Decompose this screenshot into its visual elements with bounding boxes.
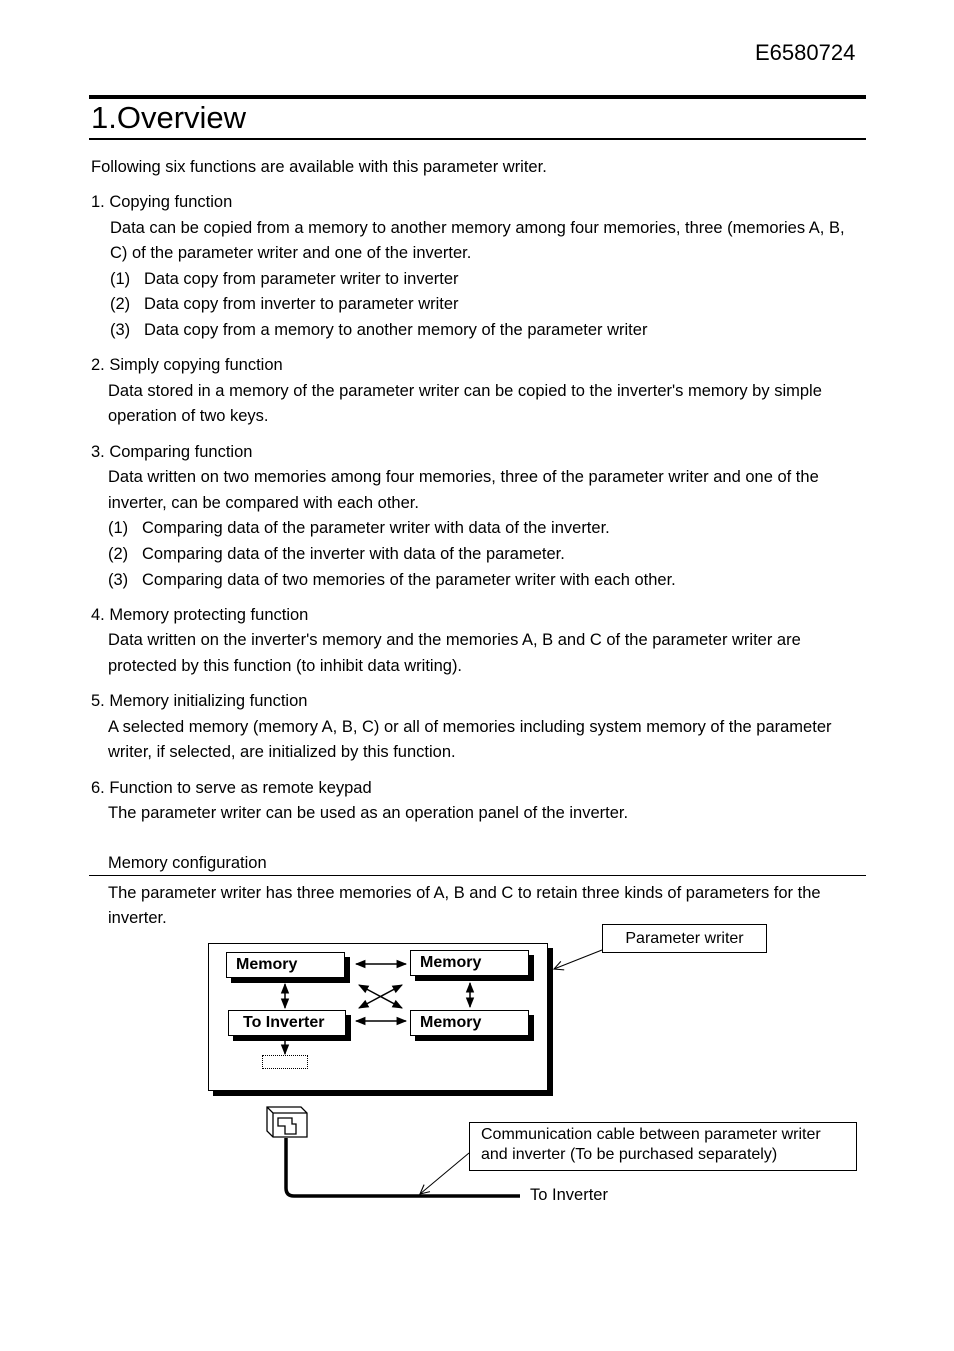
function-6-heading: 6. Function to serve as remote keypad bbox=[91, 779, 372, 797]
memory-config-heading: Memory configuration bbox=[108, 854, 267, 872]
function-3-desc-line-2: inverter, can be compared with each other. bbox=[108, 494, 419, 512]
function-1-item-2-num: (2) bbox=[110, 295, 131, 313]
memory-box-top-left: Memory bbox=[226, 952, 345, 978]
cable-leader-line bbox=[420, 1153, 469, 1194]
function-3-item-2-num: (2) bbox=[108, 545, 129, 563]
function-2-desc-line-2: operation of two keys. bbox=[108, 407, 269, 425]
function-5-desc-line-1: A selected memory (memory A, B, C) or all of memories including system memory of the parameter bbox=[108, 718, 832, 736]
function-5-heading: 5. Memory initializing function bbox=[91, 692, 308, 710]
writer-leader-line bbox=[554, 950, 602, 969]
document-number: E6580724 bbox=[755, 40, 856, 65]
function-4-heading: 4. Memory protecting function bbox=[91, 606, 309, 624]
function-3-item-2-text: Comparing data of the inverter with data of the parameter. bbox=[142, 545, 565, 563]
function-2-heading: 2. Simply copying function bbox=[91, 356, 283, 374]
memory-box-top-right: Memory bbox=[410, 950, 529, 976]
memory-config-desc-line-1: The parameter writer has three memories of A, B and C to retain three kinds of parameters for the bbox=[108, 884, 821, 902]
function-1-heading: 1. Copying function bbox=[91, 193, 233, 211]
function-4-desc-line-2: protected by this function (to inhibit data writing). bbox=[108, 657, 463, 675]
memory-config-desc-line-2: inverter. bbox=[108, 909, 167, 927]
function-6-desc-line-1: The parameter writer can be used as an operation panel of the inverter. bbox=[108, 804, 629, 822]
function-3-item-3-text: Comparing data of two memories of the parameter writer with each other. bbox=[142, 571, 676, 589]
page-title: 1.Overview bbox=[91, 100, 247, 135]
cable-callout-line-1: Communication cable between parameter writer bbox=[481, 1126, 821, 1143]
connector-plug-icon bbox=[267, 1107, 307, 1137]
intro-text: Following six functions are available with this parameter writer. bbox=[91, 158, 547, 176]
function-5-desc-line-2: writer, if selected, are initialized by this function. bbox=[108, 743, 456, 761]
function-3-item-1-text: Comparing data of the parameter writer with data of the inverter. bbox=[142, 519, 610, 537]
function-3-item-3-num: (3) bbox=[108, 571, 129, 589]
function-4-desc-line-1: Data written on the inverter's memory and the memories A, B and C of the parameter writer are bbox=[108, 631, 801, 649]
function-1-item-2-text: Data copy from inverter to parameter writer bbox=[144, 295, 459, 313]
to-inverter-label: To Inverter bbox=[530, 1186, 608, 1204]
parameter-writer-callout: Parameter writer bbox=[602, 924, 767, 953]
cable-callout-line-2: and inverter (To be purchased separately) bbox=[481, 1146, 778, 1163]
function-1-desc-line-2: C) of the parameter writer and one of the inverter. bbox=[110, 244, 472, 262]
function-3-heading: 3. Comparing function bbox=[91, 443, 253, 461]
function-1-item-3-text: Data copy from a memory to another memory of the parameter writer bbox=[144, 321, 648, 339]
function-1-item-3-num: (3) bbox=[110, 321, 131, 339]
function-2-desc-line-1: Data stored in a memory of the parameter writer can be copied to the inverter's memory by simple bbox=[108, 382, 822, 400]
memory-box-bottom-right: Memory bbox=[410, 1010, 529, 1036]
function-3-desc-line-1: Data written on two memories among four memories, three of the parameter writer and one of the bbox=[108, 468, 819, 486]
to-inverter-box: To Inverter bbox=[228, 1010, 346, 1036]
function-1-item-1-num: (1) bbox=[110, 270, 131, 288]
function-1-item-1-text: Data copy from parameter writer to inverter bbox=[144, 270, 459, 288]
function-3-item-1-num: (1) bbox=[108, 519, 129, 537]
communication-cable bbox=[286, 1138, 520, 1196]
function-1-desc-line-1: Data can be copied from a memory to another memory among four memories, three (memories A, B, bbox=[110, 219, 845, 237]
